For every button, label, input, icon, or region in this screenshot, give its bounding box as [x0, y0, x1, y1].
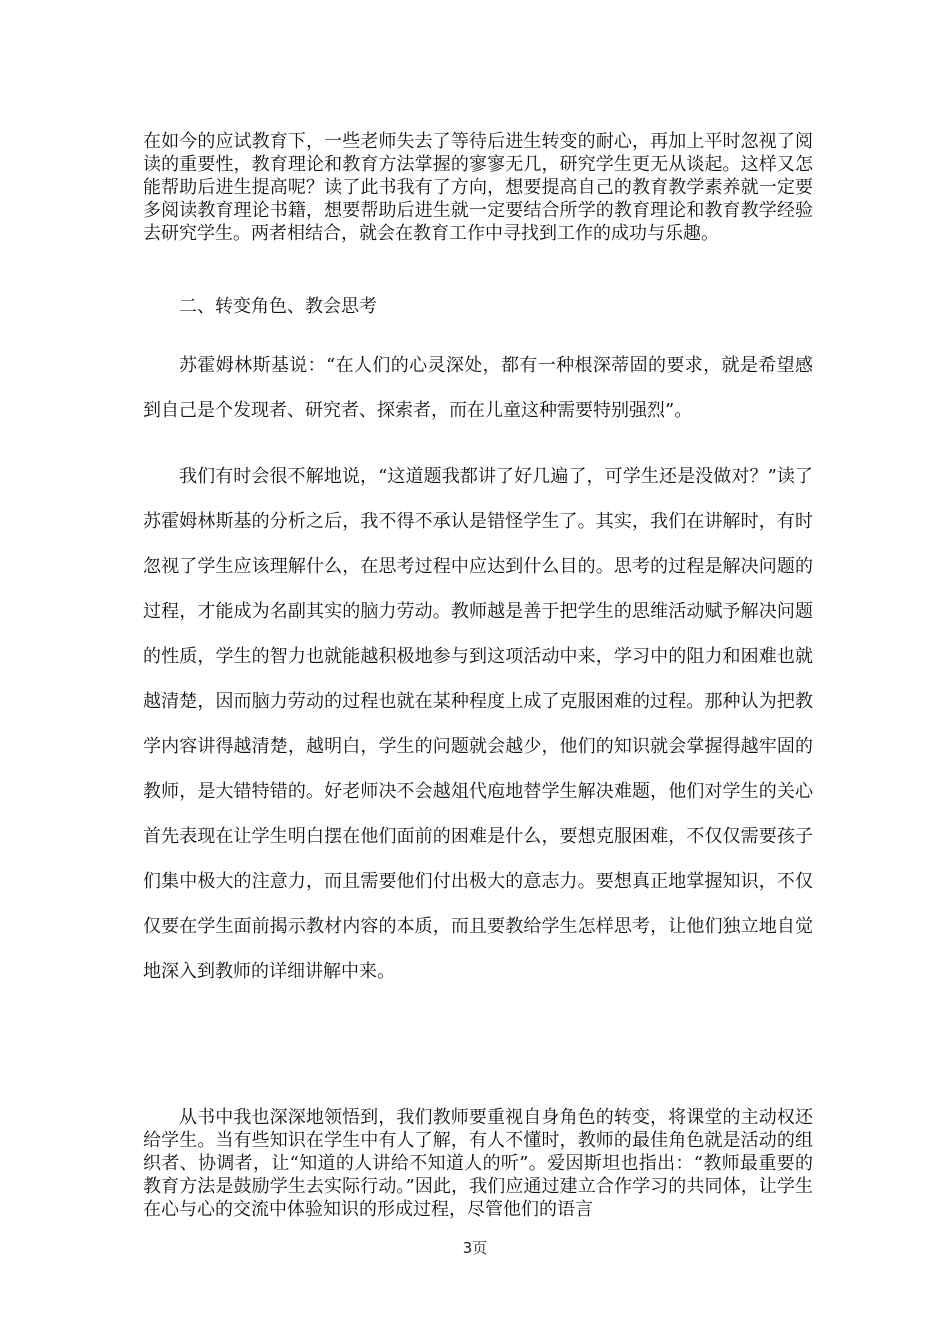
page-number: 3页 — [462, 1239, 488, 1257]
paragraph-role-change: 从书中我也深深地领悟到，我们教师要重视自身角色的转变，将课堂的主动权还给学生。当有些知识在学生中有人了解，有人不懂时，教师的最佳角色就是活动的组织者、协调者，让“知道的人讲给不知道人的听”。爱因斯坦也指出：“教师最重要的教育方法是鼓励学生去实际行动。”因此，我们应通过建立合作学习的共同体，让学生在心与心的交流中体验知识的形成过程，尽管他们的语言 — [143, 1107, 813, 1220]
paragraph-quote: 苏霍姆林斯基说：“在人们的心灵深处，都有一种根深蒂固的要求，就是希望感到自己是个发现者、研究者、探索者，而在儿童这种需要特别强烈”。 — [143, 355, 813, 421]
paragraph-thinking: 我们有时会很不解地说，“这道题我都讲了好几遍了，可学生还是没做对？”读了苏霍姆林斯基的分析之后，我不得不承认是错怪学生了。其实，我们在讲解时，有时忽视了学生应该理解什么，在思考过程中应达到什么目的。思考的过程是解决问题的过程，才能成为名副其实的脑力劳动。教师越是善于把学生的思维活动赋予解决问题的性质，学生的智力也就能越积极地参与到这项活动中来，学习中的阻力和困难也就越清楚，因而脑力劳动的过程也就在某种程度上成了克服困难的过程。那种认为把教学内容讲得越清楚，越明白，学生的问题就会越少，他们的知识就会掌握得越牢固的教师，是大错特错的。好老师决不会越俎代庖地替学生解决难题，他们对学生的关心首先表现在让学生明白摆在他们面前的困难是什么，要想克服困难，不仅仅需要孩子们集中极大的注意力，而且需要他们付出极大的意志力。要想真正地掌握知识，不仅仅要在学生面前揭示教材内容的本质，而且要教给学生怎样思考，让他们独立地自觉地深入到教师的详细讲解中来。 — [143, 466, 813, 982]
section-heading: 二、转变角色、教会思考 — [179, 296, 377, 317]
paragraph-intro: 在如今的应试教育下，一些老师失去了等待后进生转变的耐心，再加上平时忽视了阅读的重要性，教育理论和教育方法掌握的寥寥无几，研究学生更无从谈起。这样又怎能帮助后进生提高呢？读了此书我有了方向，想要提高自己的教育教学素养就一定要多阅读教育理论书籍，想要帮助后进生就一定要结合所学的教育理论和教育教学经验去研究学生。两者相结合，就会在教育工作中寻找到工作的成功与乐趣。 — [143, 131, 813, 244]
